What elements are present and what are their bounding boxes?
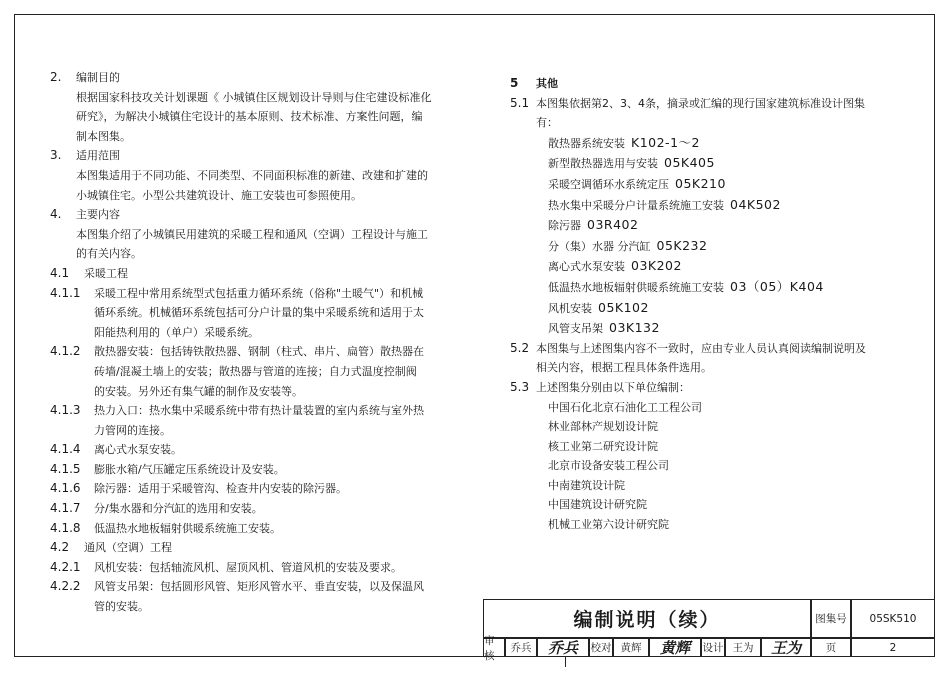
item-4-1-3: 4.1.3 热力入口：热水集中采暖系统中带有热计量装置的室内系统与室外热 力管网的连接。: [50, 403, 424, 437]
section-4-text: 的有关内容。: [76, 247, 142, 261]
section-4-2-heading: 4.2 通风（空调）工程: [50, 540, 172, 555]
section-3-text: 本图集适用于不同功能、不同类型、不同面积标准的新建、改建和扩建的: [76, 168, 428, 182]
checker-name: 黄辉: [613, 638, 649, 657]
design-label: 设计: [701, 638, 725, 657]
section-2-heading: 2. 编制目的: [50, 70, 120, 84]
check-label: 校对: [589, 638, 613, 657]
section-3-heading: 3. 适用范围: [50, 148, 120, 163]
unit-item: 中国石化北京石油化工工程公司: [548, 400, 702, 414]
ref-item: 风机安装 05K102: [548, 299, 649, 315]
section-3-text: 小城镇住宅。小型公共建筑设计、施工安装也可参照使用。: [76, 188, 362, 202]
page-number: 2: [851, 638, 935, 657]
item-4-1-6: 4.1.6 除污器：适用于采暖管沟、检查井内安装的除污器。: [50, 481, 347, 496]
section-5-3: 5.3 上述图集分别由以下单位编制：: [510, 379, 690, 394]
unit-item: 中国建筑设计研究院: [548, 498, 647, 512]
ref-item: 新型散热器选用与安装 05K405: [548, 155, 715, 171]
unit-item: 中南建筑设计院: [548, 478, 625, 492]
unit-item: 北京市设备安装工程公司: [548, 459, 669, 473]
section-2-text: 制本图集。: [76, 129, 131, 143]
item-4-2-1: 4.2.1 风机安装：包括轴流风机、屋顶风机、管道风机的安装及要求。: [50, 559, 402, 574]
ref-item: 风管支吊架 03K132: [548, 320, 660, 336]
right-column: 5 其他 5.1 本图集依据第2、3、4条，摘录或汇编的现行国家建筑标准设计图集 有： 散热器系统安装 K102-1～2 新型散热器选用与安装 05K405 采暖空调循环水系统定压 05K210 热水集中采暖分户计量系统施工安装 04K502 除污器 03R402 分（集）水器 分汽缸 05K232 离心式水泵安装 03K202 低温热水地板辐射供暖系统施工安装 03（05）K404 风机安装 05K102 风管支吊架 03K132 5.2 本图集与上述图集内容不一致时，应由专业人员认真阅读编制说明及 相关内容，根据工程具体条件选用。 5.3 上述图集分别由以下单位编制： 中国石化北京石油化工工程公司 林业部林产规划设计院 核工业第二研究设计院 北京市设备安装工程公司 中南建筑设计院 中国建筑设计研究院 机械工业第六设计研究院: [510, 74, 930, 535]
item-4-1-4: 4.1.4 离心式水泵安装。: [50, 442, 182, 457]
page-label: 页: [811, 638, 851, 657]
ref-item: 采暖空调循环水系统定压 05K210: [548, 175, 726, 191]
item-4-1-5: 4.1.5 膨胀水箱/气压罐定压系统设计及安装。: [50, 461, 285, 476]
section-5-heading: 5 其他: [510, 76, 558, 90]
designer-signature: 王为: [761, 638, 811, 657]
item-4-2-2: 4.2.2 风管支吊架：包括圆形风管、矩形风管水平、垂直安装，以及保温风 管的安装。: [50, 579, 424, 614]
designer-name: 王为: [725, 638, 761, 657]
section-5-2: 5.2 本图集与上述图集内容不一致时，应由专业人员认真阅读编制说明及: [510, 340, 866, 355]
section-4-text: 本图集介绍了小城镇民用建筑的采暖工程和通风（空调）工程设计与施工: [76, 227, 428, 241]
reviewer-signature: 乔兵: [537, 638, 589, 657]
section-4-heading: 4. 主要内容: [50, 207, 120, 222]
ref-item: 低温热水地板辐射供暖系统施工安装 03（05）K404: [548, 278, 824, 294]
item-4-1-1: 4.1.1 采暖工程中常用系统型式包括重力循环系统（俗称"土暖气"）和机械 循环系统。机械循环系统包括可分户计量的集中采暖系统和适用于太 阳能热利用的（单户）采暖系统。: [50, 285, 424, 339]
item-4-1-8: 4.1.8 低温热水地板辐射供暖系统施工安装。: [50, 520, 281, 535]
unit-item: 机械工业第六设计研究院: [548, 518, 669, 532]
ref-item: 离心式水泵安装 03K202: [548, 258, 682, 274]
item-4-1-7: 4.1.7 分/集水器和分汽缸的选用和安装。: [50, 501, 263, 516]
ref-item: 散热器系统安装 K102-1～2: [548, 134, 700, 150]
reviewer-name: 乔兵: [505, 638, 537, 657]
review-label: 审核: [483, 638, 505, 657]
left-column: [50, 68, 460, 617]
item-4-1-2: 4.1.2 散热器安装：包括铸铁散热器、钢制（柱式、串片、扁管）散热器在 砖墙/混凝土墙上的安装；散热器与管道的连接；自力式温度控制阀 的安装。另外还有集气罐的制作及安装等。: [50, 344, 424, 398]
fold-tick: [565, 657, 566, 667]
ref-item: 分（集）水器 分汽缸 05K232: [548, 237, 708, 253]
section-2-text: 根据国家科技攻关计划课题《 小城镇住区规划设计导则与住宅建设标准化: [76, 90, 432, 104]
section-4-1-heading: 4.1 采暖工程: [50, 265, 128, 280]
unit-item: 核工业第二研究设计院: [548, 439, 658, 453]
unit-item: 林业部林产规划设计院: [548, 420, 658, 434]
title-block: [483, 599, 935, 662]
ref-item: 除污器 03R402: [548, 217, 639, 233]
atlas-no-label: 图集号: [811, 599, 851, 638]
atlas-no: 05SK510: [851, 599, 935, 638]
section-5-1: 5.1 本图集依据第2、3、4条，摘录或汇编的现行国家建筑标准设计图集: [510, 95, 865, 110]
checker-signature: 黄辉: [649, 638, 701, 657]
section-2-text: 研究》，为解决小城镇住宅设计的基本原则、技术标准、方案性问题，编: [76, 110, 423, 124]
drawing-title: 编制说明（续）: [483, 599, 811, 638]
ref-item: 热水集中采暖分户计量系统施工安装 04K502: [548, 196, 781, 212]
